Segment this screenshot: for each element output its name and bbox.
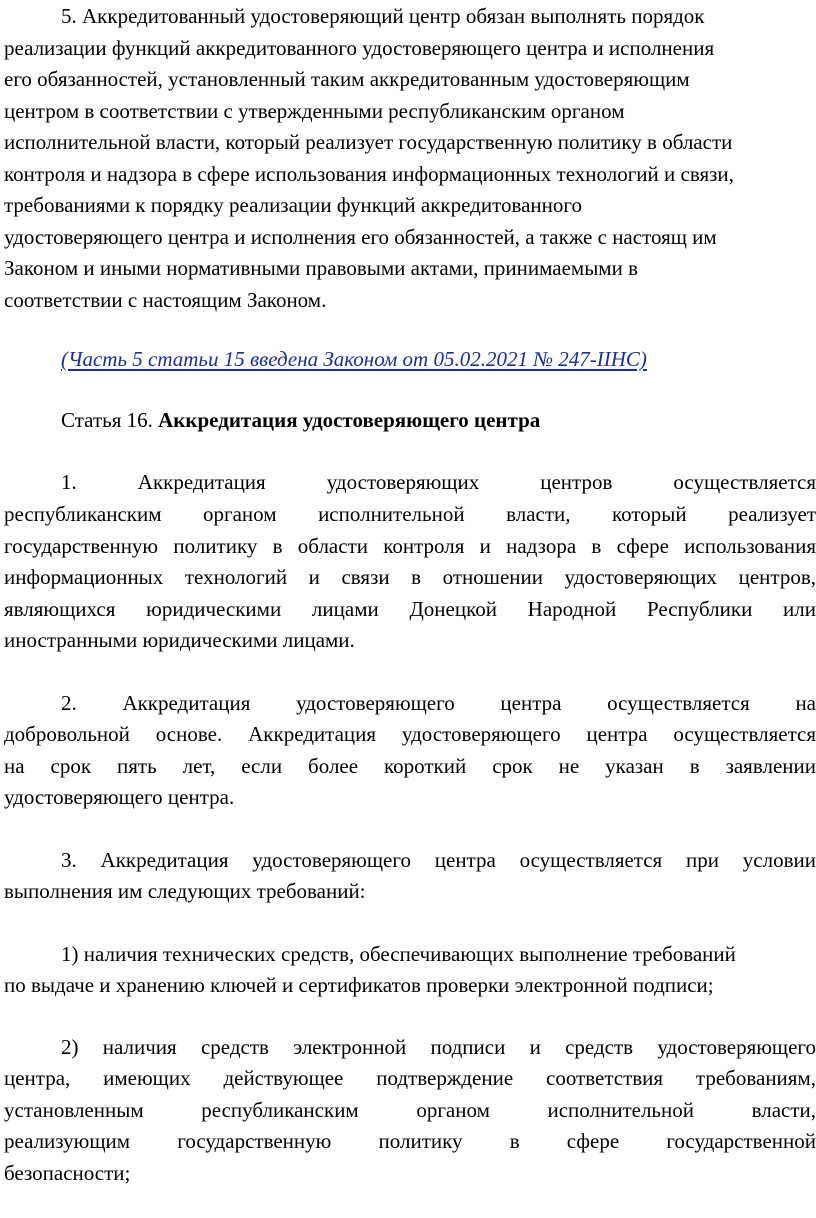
text-line: 1. Аккредитация удостоверяющих центров осуществляется xyxy=(61,470,816,494)
text-line: его обязанностей, установленный таким аккредитованным удостоверяющим xyxy=(4,67,690,91)
text-line: иностранными юридическими лицами. xyxy=(4,628,355,652)
text-line: удостоверяющего центра и исполнения его обязанностей, а также с настоящ им xyxy=(4,225,717,249)
text-line: являющихся юридическими лицами Донецкой Народной Республики или xyxy=(4,597,816,621)
text-line: информационных технологий и связи в отношении удостоверяющих центров, xyxy=(4,565,816,589)
text-line: республиканским органом исполнительной власти, который реализует xyxy=(4,502,816,526)
article-title: Аккредитация удостоверяющего центра xyxy=(158,408,541,432)
text-line: 2. Аккредитация удостоверяющего центра осуществляется на xyxy=(61,691,816,715)
text-line: на срок пять лет, если более короткий срок не указан в заявлении xyxy=(4,754,816,778)
text-line: исполнительной власти, который реализует государственную политику в области xyxy=(4,130,733,154)
text-line: 2) наличия средств электронной подписи и средств удостоверяющего xyxy=(61,1035,816,1059)
text-line: удостоверяющего центра. xyxy=(4,785,235,809)
text-line: контроля и надзора в сфере использования информационных технологий и связи, xyxy=(4,162,734,186)
text-line: выполнения им следующих требований: xyxy=(4,879,366,903)
text-line: 1) наличия технических средств, обеспечивающих выполнение требований xyxy=(61,942,736,966)
article-heading xyxy=(61,404,816,436)
text-line: 5. Аккредитованный удостоверяющий центр обязан выполнять порядок xyxy=(61,4,705,28)
text-line: реализации функций аккредитованного удостоверяющего центра и исполнения xyxy=(4,36,715,60)
amendment-link[interactable]: (Часть 5 статьи 15 введена Законом от 05.02.2021 № 247-IIНС) xyxy=(61,347,647,371)
text-line: добровольной основе. Аккредитация удостоверяющего центра осуществляется xyxy=(4,722,816,746)
text-line: реализующим государственную политику в сфере государственной xyxy=(4,1129,816,1153)
text-line: центром в соответствии с утвержденными республиканским органом xyxy=(4,99,625,123)
text-line: Законом и иными нормативными правовыми актами, принимаемыми в xyxy=(4,256,638,280)
text-line: 3. Аккредитация удостоверяющего центра осуществляется при условии xyxy=(61,848,816,872)
text-line: безопасности; xyxy=(4,1161,131,1185)
text-line: соответствии с настоящим Законом. xyxy=(4,288,327,312)
text-line: государственную политику в области контроля и надзора в сфере использования xyxy=(4,534,816,558)
article-number: Статья 16. xyxy=(61,408,159,432)
text-line: по выдаче и хранению ключей и сертификатов проверки электронной подписи; xyxy=(4,973,714,997)
text-line: установленным республиканским органом исполнительной власти, xyxy=(4,1098,816,1122)
text-line: центра, имеющих действующее подтверждение соответствия требованиям, xyxy=(4,1066,816,1090)
text-line: требованиями к порядку реализации функций аккредитованного xyxy=(4,193,582,217)
amendment-note[interactable] xyxy=(61,343,816,375)
